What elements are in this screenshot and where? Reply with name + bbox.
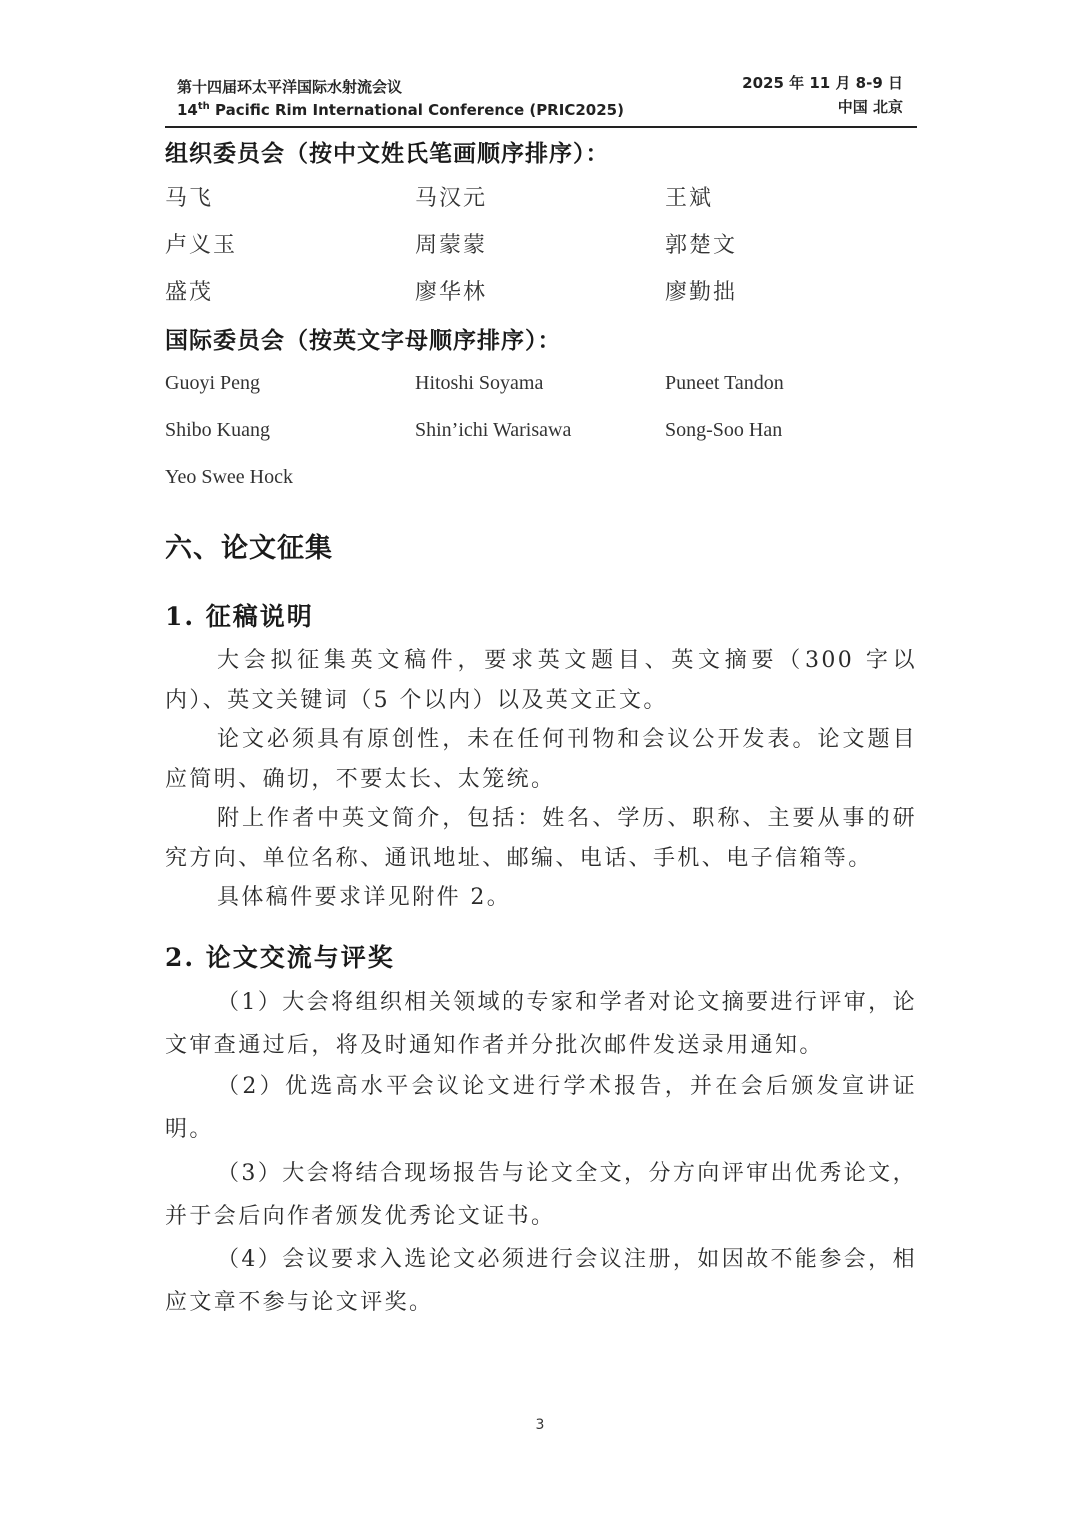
page-number: 3 bbox=[535, 1417, 545, 1433]
member-name: Hitoshi Soyama bbox=[415, 372, 544, 394]
member-name: Puneet Tandon bbox=[665, 372, 784, 394]
member-name: Shibo Kuang bbox=[165, 419, 270, 441]
member-name: 廖勤拙 bbox=[665, 280, 738, 305]
paragraph: （2）优选高水平会议论文进行学术报告，并在会后颁发宣讲证明。 bbox=[165, 1074, 917, 1142]
conference-title bbox=[177, 76, 624, 122]
paragraph: （4）会议要求入选论文必须进行会议注册，如因故不能参会，相应文章不参与论文评奖。 bbox=[165, 1247, 917, 1315]
member-name: Shin’ichi Warisawa bbox=[415, 419, 572, 441]
conference-title-en: 14th Pacific Rim International Conference (PRIC2025) bbox=[177, 101, 624, 119]
subsection-title: 2. 论文交流与评奖 bbox=[165, 943, 395, 972]
org-committee-row bbox=[165, 228, 925, 258]
member-name: 周蒙蒙 bbox=[415, 233, 488, 258]
paragraph: 论文必须具有原创性，未在任何刊物和会议公开发表。论文题目应简明、确切，不要太长、太笼统。 bbox=[165, 727, 917, 792]
paragraph: （1）大会将组织相关领域的专家和学者对论文摘要进行评审，论文审查通过后，将及时通知作者并分批次邮件发送录用通知。 bbox=[165, 990, 917, 1058]
org-committee-heading: 组织委员会（按中文姓氏笔画顺序排序）： bbox=[165, 140, 610, 167]
member-name: 马汉元 bbox=[415, 186, 488, 211]
paragraph: 附上作者中英文简介，包括：姓名、学历、职称、主要从事的研究方向、单位名称、通讯地址、邮编、电话、手机、电子信箱等。 bbox=[165, 806, 917, 871]
member-name: 王斌 bbox=[665, 186, 714, 211]
paragraph: 具体稿件要求详见附件 2。 bbox=[217, 885, 512, 910]
paragraph: 大会拟征集英文稿件，要求英文题目、英文摘要（300 字以内）、英文关键词（5 个以内）以及英文正文。 bbox=[165, 648, 917, 713]
paragraph: （3）大会将结合现场报告与论文全文，分方向评审出优秀论文，并于会后向作者颁发优秀论文证书。 bbox=[165, 1161, 917, 1229]
conference-date-location bbox=[742, 72, 903, 119]
member-name: 廖华林 bbox=[415, 280, 488, 305]
member-name: Yeo Swee Hock bbox=[165, 466, 293, 488]
org-committee-row bbox=[165, 181, 925, 211]
conference-title-cn: 第十四届环太平洋国际水射流会议 bbox=[177, 78, 403, 96]
conference-date: 2025 年 11 月 8-9 日 bbox=[742, 74, 903, 92]
member-name: Song-Soo Han bbox=[665, 419, 783, 441]
subsection-title: 1. 征稿说明 bbox=[165, 602, 314, 631]
intl-committee-row bbox=[165, 466, 925, 496]
intl-committee-heading: 国际委员会（按英文字母顺序排序）： bbox=[165, 327, 562, 354]
member-name: 马飞 bbox=[165, 186, 214, 211]
member-name: 郭楚文 bbox=[665, 233, 738, 258]
intl-committee-row bbox=[165, 372, 925, 402]
member-name: 盛茂 bbox=[165, 280, 214, 305]
member-name: Guoyi Peng bbox=[165, 372, 260, 394]
page-header bbox=[165, 72, 917, 128]
intl-committee-row bbox=[165, 419, 925, 449]
conference-location: 中国 北京 bbox=[837, 98, 903, 116]
member-name: 卢义玉 bbox=[165, 233, 238, 258]
org-committee-row bbox=[165, 275, 925, 305]
section-title: 六、论文征集 bbox=[165, 533, 333, 564]
